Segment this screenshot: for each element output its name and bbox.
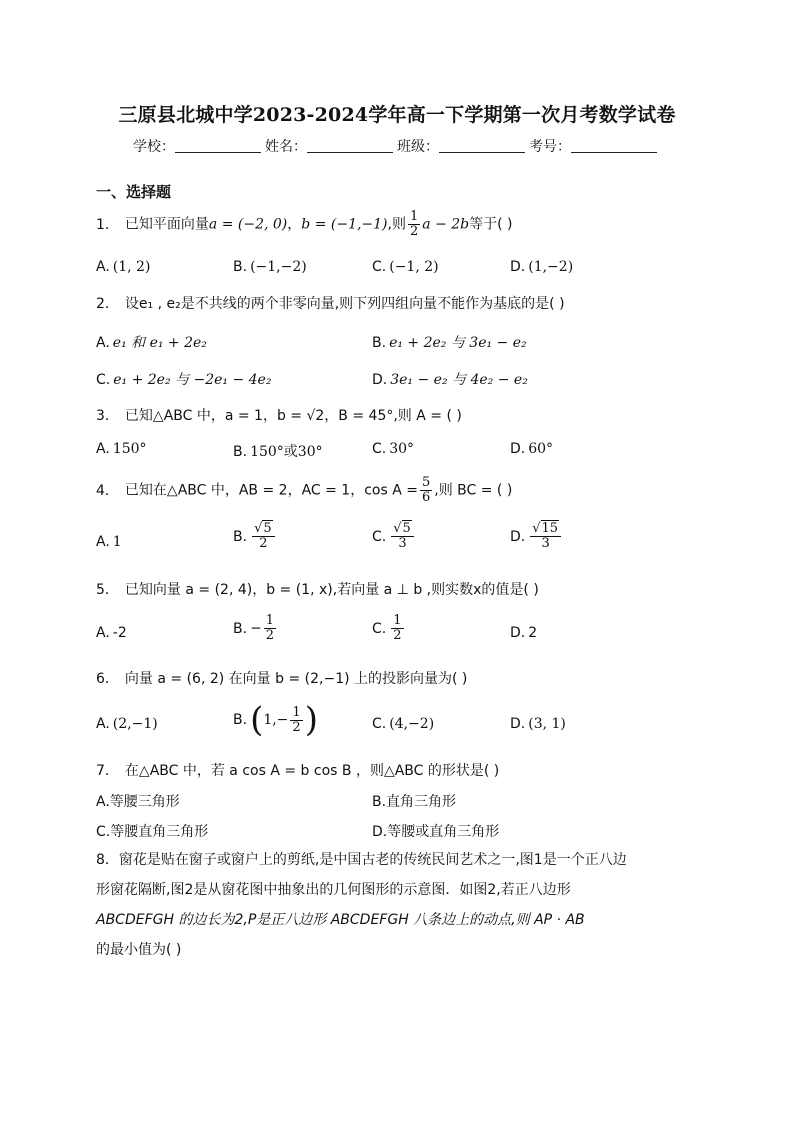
- numerator: 1: [409, 209, 419, 224]
- question-number: 7．: [96, 763, 119, 779]
- school-label: 学校：: [133, 139, 175, 155]
- option-label: B.: [233, 259, 248, 275]
- question-number: 6．: [96, 671, 119, 687]
- option-label: D.: [510, 625, 526, 641]
- option-5b[interactable]: [233, 614, 278, 643]
- option-label: B.: [233, 528, 248, 545]
- question-7: [96, 760, 499, 780]
- option-value: (2,−1): [112, 716, 158, 732]
- question-5: [96, 579, 539, 599]
- fraction: [290, 706, 302, 735]
- question-text: 已知△ABC 中，a = 1，b = √2，B = 45°,则 A = ( ): [124, 408, 462, 424]
- option-2b[interactable]: [372, 332, 527, 352]
- numerator: √5: [391, 522, 414, 537]
- question-text: 向量 a = (6, 2) 在向量 b = (2,−1) 上的投影向量为( ): [124, 671, 468, 687]
- question-text: 已知在△ABC 中，AB = 2，AC = 1，cos A =: [124, 482, 418, 499]
- numerator: 1: [292, 704, 301, 720]
- vector-a: a = (−2, 0): [208, 216, 288, 233]
- option-5a[interactable]: [96, 625, 127, 641]
- question-6: [96, 668, 467, 688]
- option-6c[interactable]: [372, 716, 434, 732]
- option-label: B.: [233, 712, 248, 728]
- option-value: 3e₁ − e₂ 与 4e₂ − e₂: [390, 372, 528, 388]
- option-value: (−1, 2): [389, 259, 439, 275]
- option-label: C.: [372, 259, 387, 275]
- question-2: [96, 293, 565, 313]
- vector-b: b = (−1,−1): [301, 216, 388, 233]
- fraction: [408, 210, 420, 239]
- question-8-line: 的最小值为( ): [96, 942, 182, 958]
- question-text: 已知向量 a = (2, 4)，b = (1, x),若向量 a ⊥ b ,则实数x的值是( ): [124, 582, 539, 598]
- option-label: A.: [96, 625, 110, 641]
- numerator: 1: [265, 613, 275, 628]
- option-value: (−1,−2): [250, 259, 307, 275]
- option-7c[interactable]: C.等腰直角三角形: [96, 824, 209, 840]
- option-label: C.: [372, 620, 387, 637]
- option-value: e₁ + 2e₂ 与 −2e₁ − 4e₂: [113, 372, 272, 388]
- option-value: 60°: [528, 441, 554, 457]
- option-label: D.: [372, 372, 388, 388]
- option-4a[interactable]: [96, 534, 122, 550]
- option-7d[interactable]: D.等腰或直角三角形: [372, 824, 500, 840]
- option-3b[interactable]: [233, 441, 323, 461]
- option-label: A.: [96, 259, 110, 275]
- question-number: 2．: [96, 296, 119, 312]
- option-value: 150°: [112, 441, 147, 457]
- student-info-row: [0, 136, 794, 156]
- class-blank[interactable]: [439, 138, 525, 153]
- option-value: 2: [528, 625, 538, 641]
- option-5d[interactable]: [510, 625, 537, 641]
- option-label: A.: [96, 716, 110, 732]
- option-value: (1, 2): [112, 259, 151, 275]
- school-blank[interactable]: [175, 138, 261, 153]
- option-7b[interactable]: B.直角三角形: [372, 794, 457, 810]
- option-value: 1: [112, 534, 122, 550]
- option-label: D.: [510, 716, 526, 732]
- option-1c[interactable]: [372, 259, 439, 275]
- page-title: 三原县北城中学2023-2024学年高一下学期第一次月考数学试卷: [118, 104, 676, 126]
- denominator: 2: [393, 628, 402, 643]
- question-number: 3．: [96, 408, 119, 424]
- left-paren: (: [250, 700, 264, 740]
- denominator: 2: [292, 719, 301, 735]
- option-6b[interactable]: [233, 700, 318, 740]
- question-1: [96, 210, 513, 239]
- numerator: 1: [393, 613, 402, 628]
- separator: ，: [287, 216, 302, 233]
- option-3d[interactable]: [510, 441, 553, 457]
- option-2d[interactable]: [372, 369, 528, 389]
- question-8: [96, 845, 716, 965]
- option-6d[interactable]: [510, 716, 566, 732]
- question-number: 5．: [96, 582, 119, 598]
- section-heading: 一、选择题: [96, 183, 172, 201]
- question-number: 4．: [96, 482, 119, 499]
- numerator: √5: [252, 522, 275, 537]
- name-label: 姓名：: [265, 139, 307, 155]
- option-label: B.: [233, 620, 248, 637]
- option-label: B.: [233, 444, 248, 460]
- exam-no-label: 考号：: [529, 139, 571, 155]
- numerator: √15: [530, 522, 561, 537]
- name-blank[interactable]: [307, 138, 393, 153]
- expression: a − 2b: [422, 216, 470, 233]
- question-number: 1．: [96, 216, 119, 233]
- denominator: 6: [421, 490, 431, 505]
- option-value: (3, 1): [528, 716, 566, 732]
- radicand: 15: [541, 521, 559, 536]
- fraction: [252, 522, 275, 551]
- question-8-line: ABCDEFGH 的边长为2,P是正八边形 ABCDEFGH 八条边上的动点,则 AP · AB: [96, 912, 585, 928]
- question-text: ,则 BC = ( ): [434, 482, 513, 499]
- option-value: 150°或30°: [250, 444, 323, 460]
- option-3c[interactable]: [372, 441, 414, 457]
- right-paren: ): [304, 700, 318, 740]
- radicand: 5: [263, 521, 272, 536]
- option-1d[interactable]: [510, 259, 573, 275]
- denominator: 3: [541, 536, 550, 551]
- option-5c[interactable]: [372, 614, 406, 643]
- option-label: A.: [96, 335, 110, 351]
- option-value: -2: [112, 625, 127, 641]
- fraction: [391, 522, 414, 551]
- denominator: 3: [398, 536, 407, 551]
- question-text: ,则: [387, 216, 406, 233]
- question-text: 已知平面向量: [124, 216, 209, 233]
- question-8-line: 8．窗花是贴在窗子或窗户上的剪纸,是中国古老的传统民间艺术之一,图1是一个正八边: [96, 852, 627, 868]
- question-3: [96, 405, 462, 425]
- option-6a[interactable]: [96, 716, 158, 732]
- denominator: 2: [259, 536, 268, 551]
- option-value: 30°: [389, 441, 415, 457]
- question-8-line: 形窗花隔断,图2是从窗花图中抽象出的几何图形的示意图．如图2,若正八边形: [96, 882, 571, 898]
- option-value: e₁ 和 e₁ + 2e₂: [112, 335, 207, 351]
- option-label: C.: [96, 372, 111, 388]
- fraction: [391, 614, 403, 643]
- option-value: (4,−2): [389, 716, 435, 732]
- option-4c[interactable]: [372, 522, 416, 551]
- denominator: 2: [265, 628, 275, 643]
- fraction: [420, 476, 432, 505]
- question-4: [96, 476, 512, 505]
- exam-no-blank[interactable]: [571, 138, 657, 153]
- option-label: B.: [372, 335, 387, 351]
- option-4d[interactable]: [510, 522, 563, 551]
- option-2a[interactable]: [96, 332, 207, 352]
- option-label: A.: [96, 441, 110, 457]
- numerator: 5: [421, 475, 431, 490]
- question-text: 等于( ): [469, 216, 513, 233]
- option-label: D.: [510, 441, 526, 457]
- option-label: A.: [96, 534, 110, 550]
- option-value: e₁ + 2e₂ 与 3e₁ − e₂: [389, 335, 527, 351]
- option-3a[interactable]: [96, 441, 147, 457]
- minus-sign: −: [250, 620, 262, 637]
- option-2c[interactable]: [96, 369, 271, 389]
- option-1b[interactable]: [233, 259, 307, 275]
- class-label: 班级：: [397, 139, 439, 155]
- option-label: D.: [510, 259, 526, 275]
- option-label: C.: [372, 528, 387, 545]
- option-label: C.: [372, 441, 387, 457]
- option-4b[interactable]: [233, 522, 277, 551]
- fraction: [264, 614, 276, 643]
- option-1a[interactable]: [96, 259, 150, 275]
- option-value: 1,−: [263, 712, 289, 728]
- question-text: 设e₁ , e₂是不共线的两个非零向量,则下列四组向量不能作为基底的是( ): [124, 296, 565, 312]
- radicand: 5: [402, 521, 411, 536]
- fraction: [530, 522, 561, 551]
- denominator: 2: [409, 224, 419, 239]
- option-7a[interactable]: A.等腰三角形: [96, 794, 180, 810]
- option-label: D.: [510, 528, 526, 545]
- option-value: (1,−2): [528, 259, 574, 275]
- option-label: C.: [372, 716, 387, 732]
- question-text: 在△ABC 中，若 a cos A = b cos B ，则△ABC 的形状是( ): [124, 763, 500, 779]
